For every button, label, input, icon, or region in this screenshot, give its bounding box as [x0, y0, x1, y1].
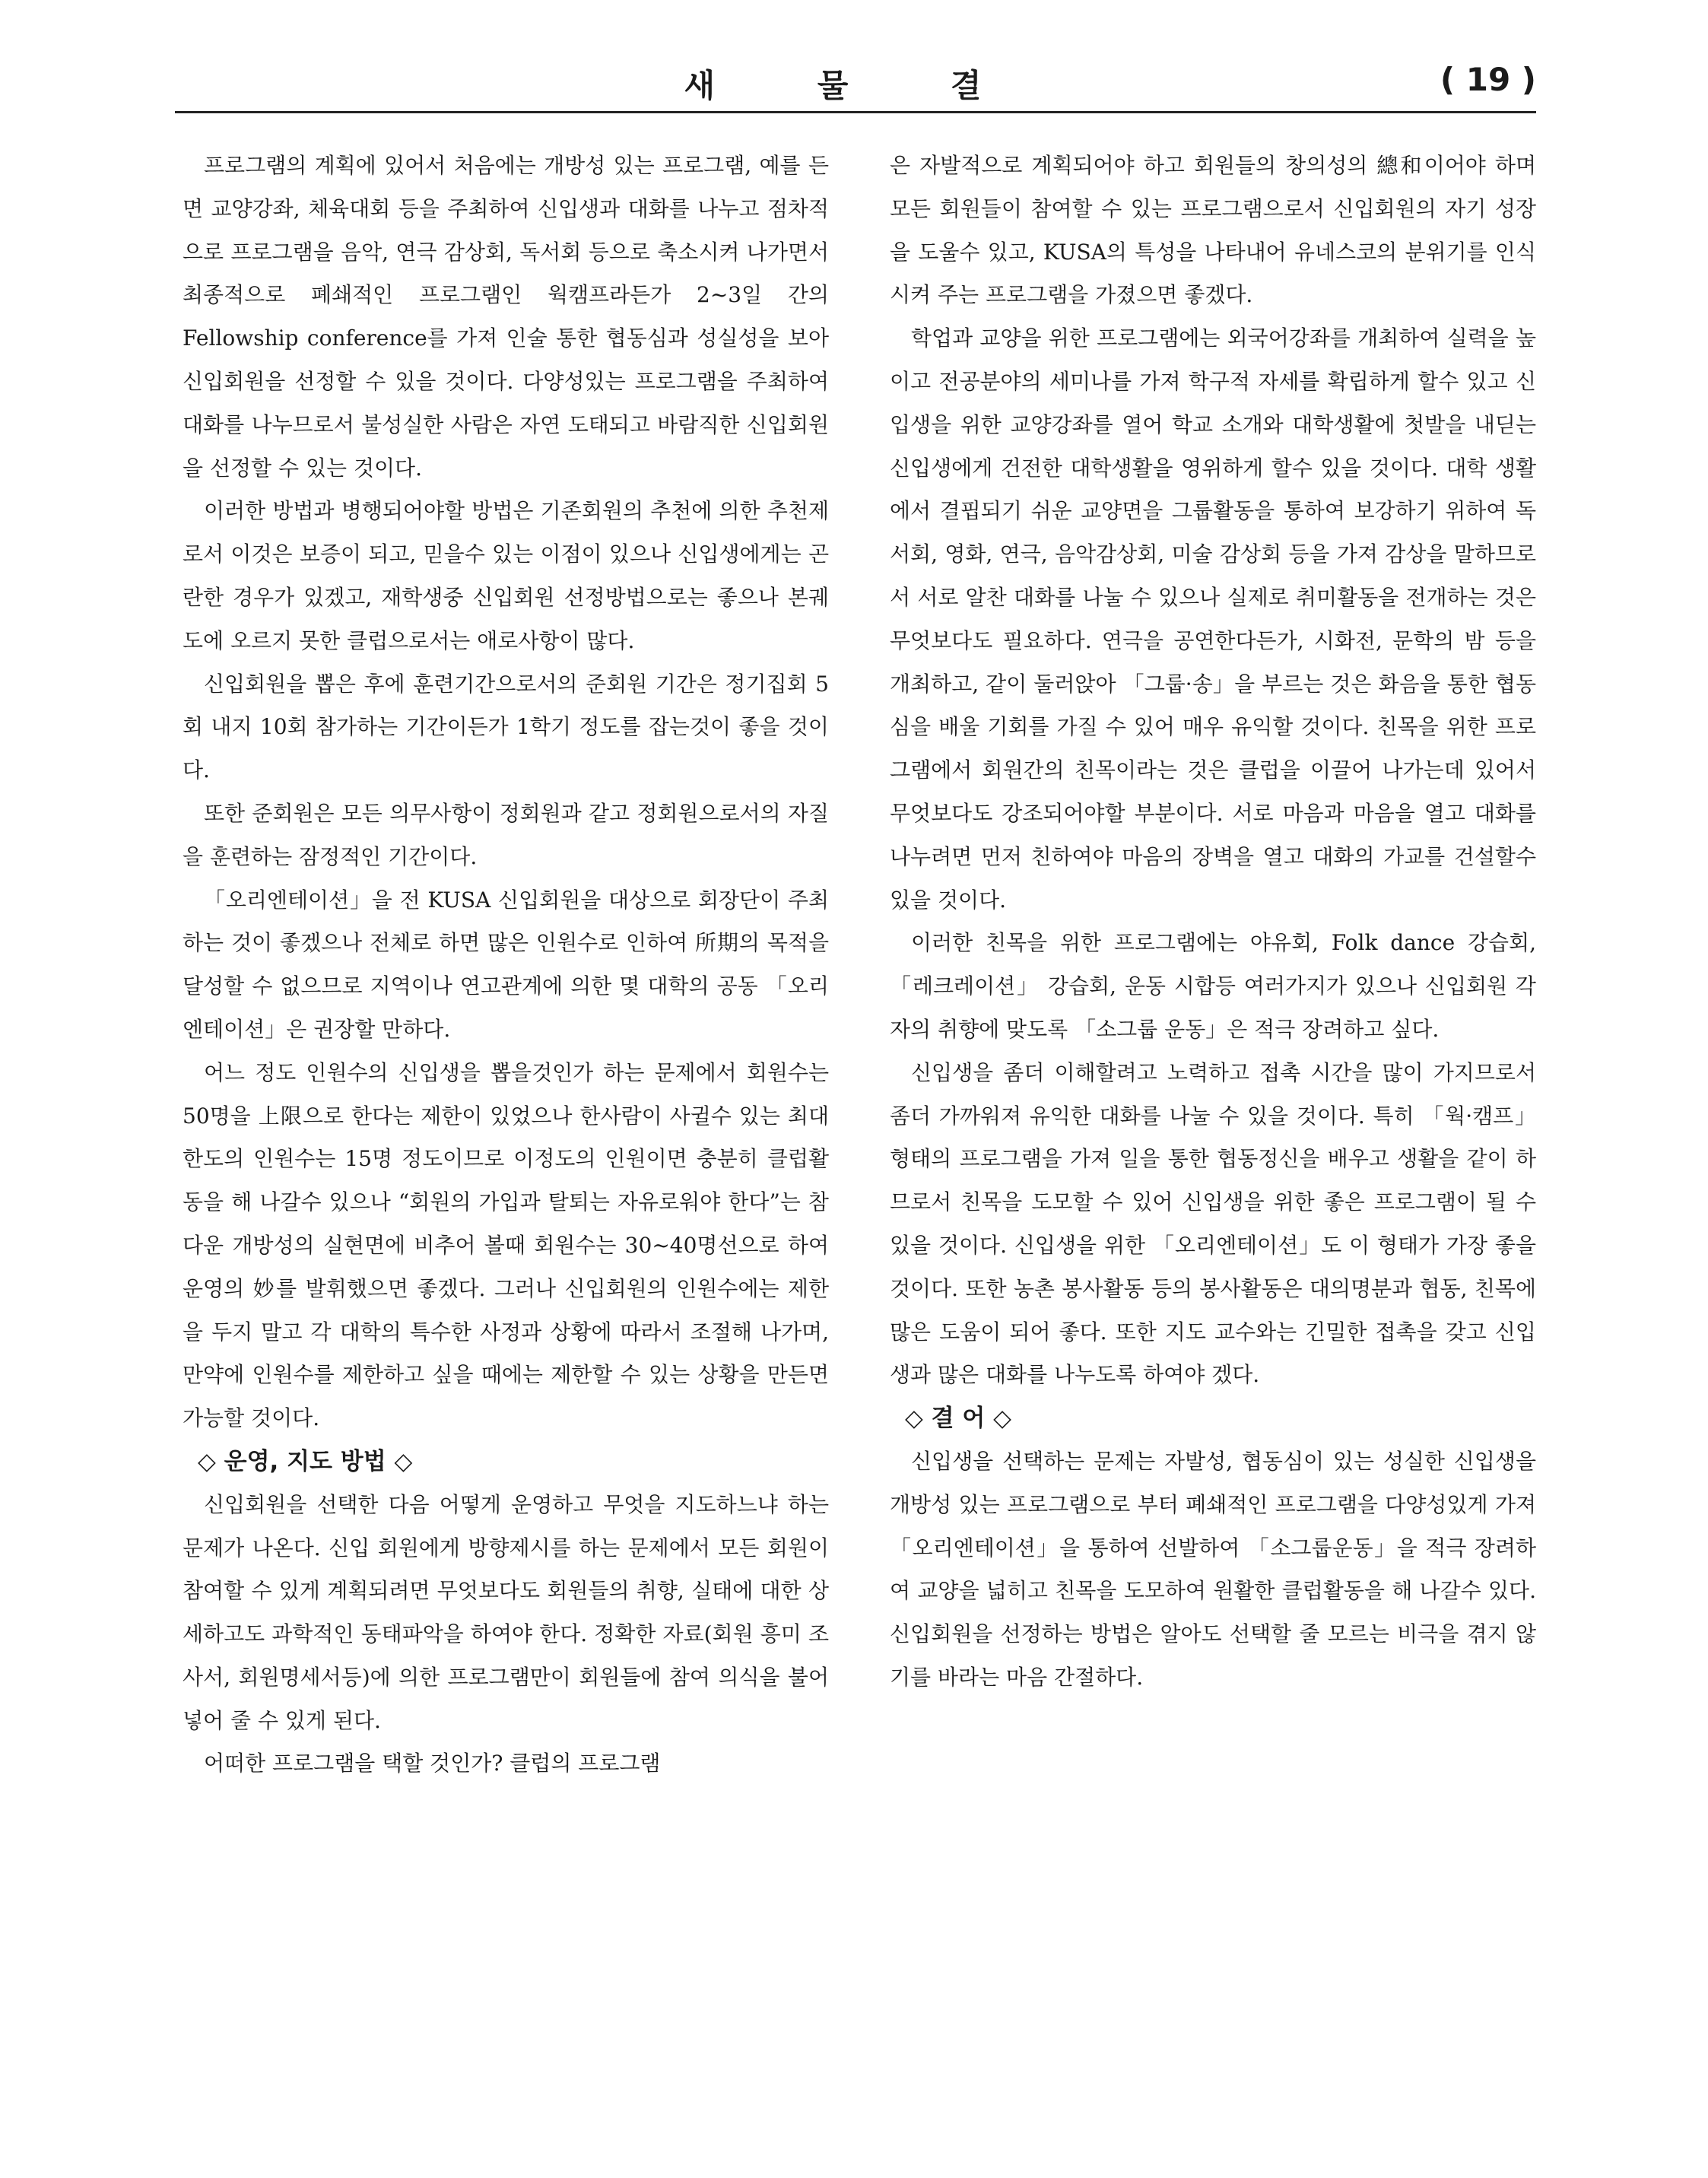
right-column: [890, 144, 1536, 1700]
section-heading: ◇ 운영, 지도 방법 ◇: [198, 1447, 413, 1475]
paragraph: 학업과 교양을 위한 프로그램에는 외국어강좌를 개최하여 실력을 높이고 전공분야의 세미나를 가져 학구적 자세를 확립하게 할수 있고 신입생을 위한 교양강좌를 열어 학교 소개와 대학생활에 첫발을 내딛는 신입생에게 건전한 대학생활을 영위하게 할수 있을 것이다. 대학 생활에서 결핍되기 쉬운 교양면을 그룹활동을 통하여 보강하기 위하여 독서회, 영화, 연극, 음악감상회, 미술 감상회 등을 가져 감상을 말하므로서 서로 알찬 대화를 나눌 수 있으나 실제로 취미활동을 전개하는 것은 무엇보다도 필요하다. 연극을 공연한다든가, 시화전, 문학의 밤 등을 개최하고, 같이 둘러앉아 「그룹·송」을 부르는 것은 화음을 통한 협동심을 배울 기회를 가질 수 있어 매우 유익할 것이다. 친목을 위한 프로그램에서 회원간의 친목이라는 것은 클럽을 이끌어 나가는데 있어서 무엇보다도 강조되어야할 부분이다. 서로 마음과 마음을 열고 대화를 나누려면 먼저 친하여야 마음의 장벽을 열고 대화의 가교를 건설할수 있을 것이다.: [890, 325, 1536, 913]
paragraph: 이러한 친목을 위한 프로그램에는 야유회, Folk dance 강습회, 「레크레이션」 강습회, 운동 시합등 여러가지가 있으나 신입회원 각자의 취향에 맞도록 「소그룹 운동」은 적극 장려하고 싶다.: [890, 930, 1536, 1042]
paragraph: 프로그램의 계획에 있어서 처음에는 개방성 있는 프로그램, 예를 든면 교양강좌, 체육대회 등을 주최하여 신입생과 대화를 나누고 점차적으로 프로그램을 음악, 연극 감상회, 독서회 등으로 축소시켜 나가면서 최종적으로 폐쇄적인 프로그램인 웍캠프라든가 2~3일 간의 Fellowship conference를 가져 인술 통한 협동심과 성실성을 보아 신입회원을 선정할 수 있을 것이다. 다양성있는 프로그램을 주최하여 대화를 나누므로서 불성실한 사람은 자연 도태되고 바람직한 신입회원을 선정할 수 있는 것이다.: [183, 153, 829, 481]
header-rule: [175, 111, 1536, 113]
paragraph: 「오리엔테이션」을 전 KUSA 신입회원을 대상으로 회장단이 주최하는 것이 좋겠으나 전체로 하면 많은 인원수로 인하여 所期의 목적을 달성할 수 없으므로 지역이나 연고관계에 의한 몇 대학의 공동 「오리엔테이션」은 권장할 만하다.: [183, 887, 829, 1042]
paragraph: 또한 준회원은 모든 의무사항이 정회원과 같고 정회원으로서의 자질을 훈련하는 잠정적인 기간이다.: [183, 800, 829, 869]
paragraph: 신입회원을 선택한 다음 어떻게 운영하고 무엇을 지도하느냐 하는 문제가 나온다. 신입 회원에게 방향제시를 하는 문제에서 모든 회원이 참여할 수 있게 계획되려면 무엇보다도 회원들의 취향, 실태에 대한 상세하고도 과학적인 동태파악을 하여야 한다. 정확한 자료(회원 흥미 조사서, 회원명세서등)에 의한 프로그램만이 회원들에 참여 의식을 불어 넣어 줄 수 있게 된다.: [183, 1491, 829, 1733]
paragraph: 신입생을 좀더 이해할려고 노력하고 접촉 시간을 많이 가지므로서 좀더 가까워져 유익한 대화를 나눌 수 있을 것이다. 특히 「웍·캠프」 형태의 프로그램을 가져 일을 통한 협동정신을 배우고 생활을 같이 하므로서 친목을 도모할 수 있어 신입생을 위한 좋은 프로그램이 될 수 있을 것이다. 신입생을 위한 「오리엔테이션」도 이 형태가 가장 좋을 것이다. 또한 농촌 봉사활동 등의 봉사활동은 대의명분과 협동, 친목에 많은 도움이 되어 좋다. 또한 지도 교수와는 긴밀한 접촉을 갖고 신입생과 많은 대화를 나누도록 하여야 겠다.: [890, 1059, 1536, 1388]
paragraph: 어떠한 프로그램을 택할 것인가? 클럽의 프로그램: [204, 1751, 661, 1776]
page-number: ( 19 ): [1440, 61, 1536, 98]
paragraph: 신입생을 선택하는 문제는 자발성, 협동심이 있는 성실한 신입생을 개방성 있는 프로그램으로 부터 폐쇄적인 프로그램을 다양성있게 가져 「오리엔테이션」을 통하여 선발하여 「소그룹운동」을 적극 장려하여 교양을 넓히고 친목을 도모하여 원활한 클럽활동을 해 나갈수 있다. 신입회원을 선정하는 방법은 알아도 선택할 줄 모르는 비극을 겪지 않기를 바라는 마음 간절하다.: [890, 1448, 1536, 1690]
paragraph: 이러한 방법과 병행되어야할 방법은 기존회원의 추천에 의한 추천제로서 이것은 보증이 되고, 믿을수 있는 이점이 있으나 신입생에게는 곤란한 경우가 있겠고, 재학생중 신입회원 선정방법으로는 좋으나 본궤도에 오르지 못한 클럽으로서는 애로사항이 많다.: [183, 498, 829, 653]
paragraph: 은 자발적으로 계획되어야 하고 회원들의 창의성의 總和이어야 하며 모든 회원들이 참여할 수 있는 프로그램으로서 신입회원의 자기 성장을 도울수 있고, KUSA의 특성을 나타내어 유네스코의 분위기를 인식시켜 주는 프로그램을 가졌으면 좋겠다.: [890, 153, 1536, 308]
section-heading: ◇ 결 어 ◇: [905, 1405, 1011, 1433]
left-column: [183, 144, 829, 1786]
publication-title: 새 물 결: [684, 67, 1027, 104]
paragraph: 어느 정도 인원수의 신입생을 뽑을것인가 하는 문제에서 회원수는 50명을 上限으로 한다는 제한이 있었으나 한사람이 사귈수 있는 최대한도의 인원수는 15명 정도이므로 이정도의 인원이면 충분히 클럽활동을 해 나갈수 있으나 “회원의 가입과 탈퇴는 자유로워야 한다”는 참다운 개방성의 실현면에 비추어 볼때 회원수는 30~40명선으로 하여 운영의 妙를 발휘했으면 좋겠다. 그러나 신입회원의 인원수에는 제한을 두지 말고 각 대학의 특수한 사정과 상황에 따라서 조절해 나가며, 만약에 인원수를 제한하고 싶을 때에는 제한할 수 있는 상황을 만든면 가능할 것이다.: [183, 1059, 829, 1431]
paragraph: 신입회원을 뽑은 후에 훈련기간으로서의 준회원 기간은 정기집회 5회 내지 10회 참가하는 기간이든가 1학기 정도를 잡는것이 좋을 것이다.: [183, 671, 829, 783]
